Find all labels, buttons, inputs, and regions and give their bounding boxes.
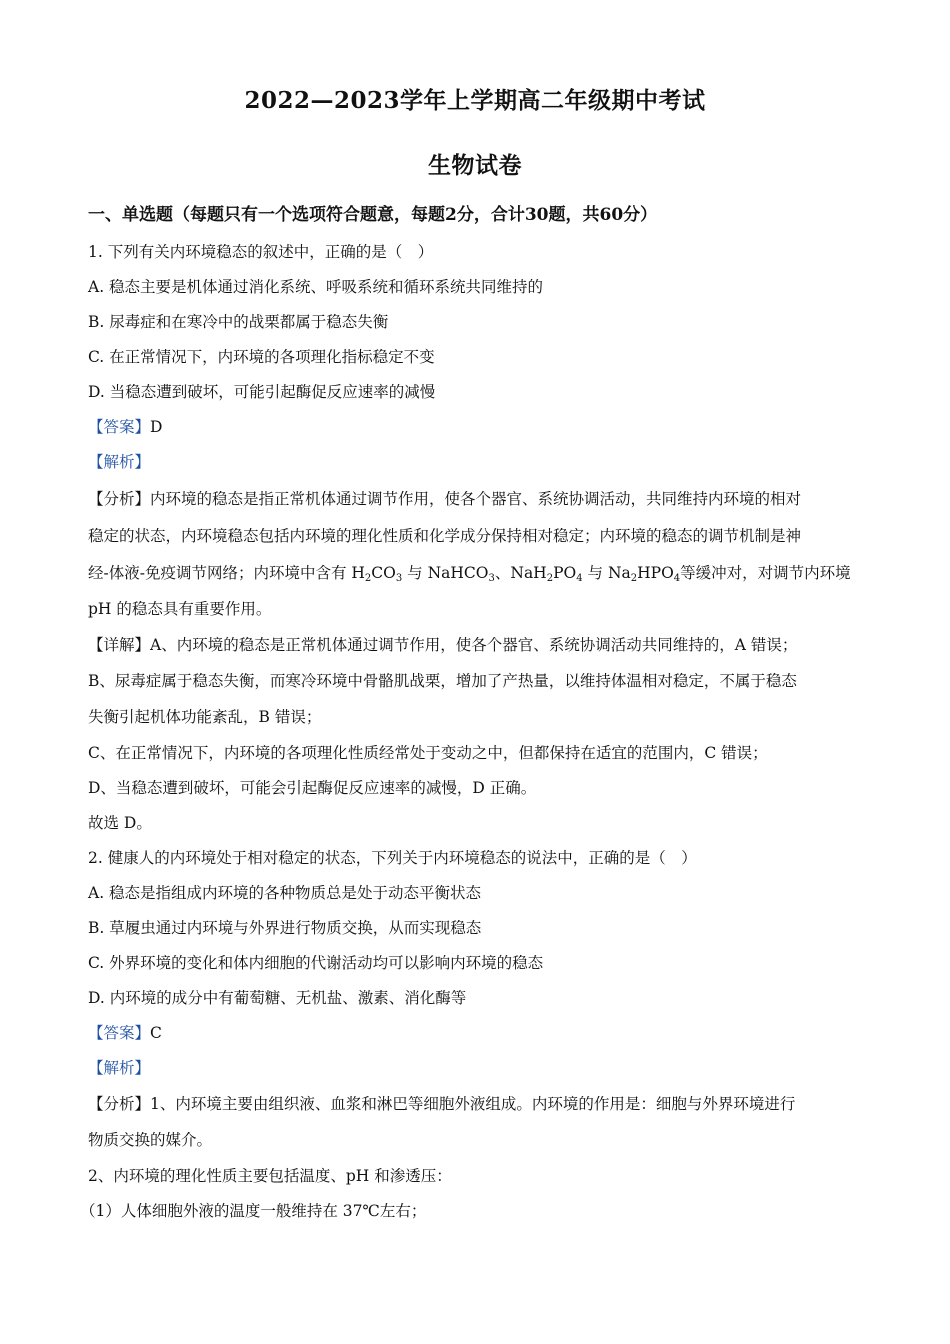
chem-sub: 4	[576, 573, 583, 584]
q2-analysis-label: 【解析】	[88, 1059, 151, 1077]
q1-option-a: A. 稳态主要是机体通过消化系统、呼吸系统和循环系统共同维持的	[88, 278, 544, 296]
q2-answer	[88, 1022, 162, 1044]
chem-text: 与 NaHCO	[402, 564, 489, 582]
exam-subtitle: 生物试卷	[428, 152, 522, 179]
q1-detail-line-4: C、在正常情况下，内环境的各项理化性质经常处于变动之中，但都保持在适宜的范围内，C 错误；	[88, 744, 768, 762]
q2-fenxi-line-1: 【分析】1、内环境主要由组织液、血浆和淋巴等细胞外液组成。内环境的作用是：细胞与外界环境进行	[88, 1095, 796, 1113]
q1-fenxi-line-3	[88, 562, 851, 584]
q2-option-a: A. 稳态是指组成内环境的各种物质总是处于动态平衡状态	[88, 884, 482, 902]
chem-sub: 3	[488, 573, 495, 584]
q1-option-c: C. 在正常情况下，内环境的各项理化指标稳定不变	[88, 348, 435, 366]
q2-point-2-1: （1）人体细胞外液的温度一般维持在 37℃左右；	[80, 1202, 427, 1220]
q1-answer	[88, 416, 162, 438]
q1-fenxi-text-1: 内环境的稳态是指正常机体通过调节作用，使各个器官、系统协调活动，共同维持内环境的相对	[150, 490, 802, 508]
chem-sub: 2	[364, 573, 372, 584]
section-heading: 一、单选题（每题只有一个选项符合题意，每题2分，合计30题，共60分）	[88, 205, 658, 225]
q2-option-d: D. 内环境的成分中有葡萄糖、无机盐、激素、消化酶等	[88, 989, 467, 1007]
q2-option-b: B. 草履虫通过内环境与外界进行物质交换，从而实现稳态	[88, 919, 482, 937]
chem-text: PO	[553, 564, 577, 582]
q2-stem: 2. 健康人的内环境处于相对稳定的状态，下列关于内环境稳态的说法中，正确的是（ ）	[88, 849, 697, 867]
chem-sub: 4	[673, 573, 681, 584]
chem-sub: 2	[630, 573, 638, 584]
q2-point-2: 2、内环境的理化性质主要包括温度、pH 和渗透压：	[88, 1167, 452, 1185]
q1-option-b: B. 尿毒症和在寒冷中的战栗都属于稳态失衡	[88, 313, 389, 331]
exam-title: 2022—2023学年上学期高二年级期中考试	[244, 87, 706, 114]
chem-text: 与 Na	[582, 564, 631, 582]
q2-answer-value: C	[150, 1024, 162, 1042]
q1-option-d: D. 当稳态遭到破坏，可能引起酶促反应速率的减慢	[88, 383, 436, 401]
q1-analysis-label: 【解析】	[88, 453, 151, 471]
chem-text: CO	[371, 564, 396, 582]
chem-sub: 3	[395, 573, 403, 584]
chem-text: HPO	[637, 564, 674, 582]
q1-detail-line-1: 【详解】A、内环境的稳态是正常机体通过调节作用，使各个器官、系统协调活动共同维持的，A 错误；	[88, 636, 798, 654]
q1-conclusion: 故选 D。	[88, 814, 152, 832]
q2-fenxi-line-2: 物质交换的媒介。	[88, 1131, 213, 1149]
q1-fenxi-line-4: pH 的稳态具有重要作用。	[88, 600, 272, 618]
q1-fenxi-label: 【分析】	[88, 490, 151, 508]
q1-fenxi-line-1	[88, 488, 801, 510]
q1-answer-label: 【答案】	[88, 418, 151, 436]
q1-detail-line-2: B、尿毒症属于稳态失衡，而寒冷环境中骨骼肌战栗，增加了产热量，以维持体温相对稳定，不属于稳态	[88, 672, 797, 690]
q1-answer-value: D	[150, 418, 163, 436]
q1-fenxi-line-3-post: 等缓冲对，对调节内环境	[680, 564, 851, 582]
q2-option-c: C. 外界环境的变化和体内细胞的代谢活动均可以影响内环境的稳态	[88, 954, 544, 972]
chem-text: 、NaH	[494, 564, 547, 582]
q1-detail-line-3: 失衡引起机体功能紊乱，B 错误；	[88, 708, 322, 726]
q1-fenxi-line-3-pre: 经-体液-免疫调节网络；内环境中含有 H	[88, 564, 365, 582]
q1-fenxi-line-2: 稳定的状态，内环境稳态包括内环境的理化性质和化学成分保持相对稳定；内环境的稳态的调节机制是神	[88, 527, 802, 545]
q1-detail-line-5: D、当稳态遭到破坏，可能会引起酶促反应速率的减慢，D 正确。	[88, 779, 537, 797]
q2-answer-label: 【答案】	[88, 1024, 151, 1042]
chem-sub: 2	[546, 573, 554, 584]
q1-stem: 1. 下列有关内环境稳态的叙述中，正确的是（ ）	[88, 243, 434, 261]
